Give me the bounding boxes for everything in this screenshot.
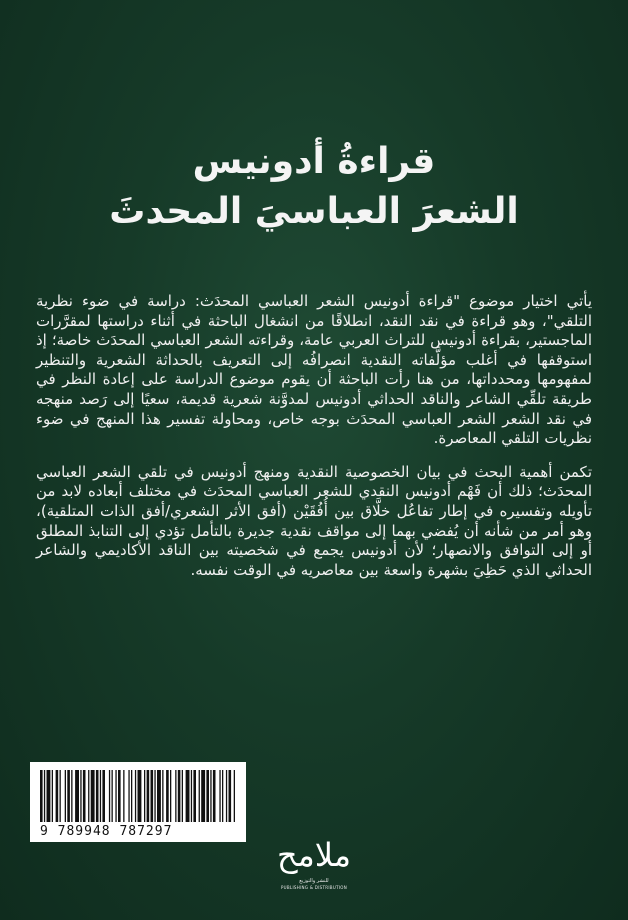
barcode-bar <box>109 770 110 822</box>
barcode-bar <box>88 770 89 822</box>
barcode-bar <box>226 770 227 822</box>
barcode-bar <box>157 770 161 822</box>
publisher-caption-en: PUBLISHING & DISTRIBUTION <box>280 885 348 890</box>
publisher-logo-mark: ملامح <box>276 836 352 874</box>
blurb-paragraph-1: يأتي اختيار موضوع "قراءة أدونيس الشعر العباسي المحدَث: دراسة في ضوء نظرية التلقي"، وهو قراءة في نقد النقد، انطلاقًا من انشغال الباحثة في أثناء دراستها لمقرَّرات الماجستير، بقراءة أدونيس للتراث العربي عامة، وقراءته الشعر العباسي المحدَث خاصة؛ إذ استوقفها في أغلب مؤلَّفاته النقدية انصرافُه إلى التعريف بالحداثة الشعرية والتنظير لمفهومها ومحدداتها، من هنا رأت الباحثة أن يقوم موضوع الدراسة على إعادة النظر في طريقة تلقِّي الشاعر والناقد الحداثي أدونيس لمدوَّنة شعرية قديمة، سعيًا إلى رَصد منهجه في نقد الشعر الشعر العباسي المحدَث بوجه خاص، ومحاولة تفسير هذا المنهج في ضوء نظريات التلقي المعاصرة. <box>36 292 592 448</box>
barcode-bar <box>154 770 155 822</box>
barcode-bar <box>213 770 216 822</box>
publisher-caption-ar: للنشر والتوزيع <box>299 878 329 884</box>
barcode-bar <box>67 770 70 822</box>
barcode-bar <box>75 770 79 822</box>
barcode-bar <box>112 770 113 822</box>
barcode-bar <box>193 770 196 822</box>
barcode-bar <box>44 770 45 822</box>
barcode-bar <box>91 770 95 822</box>
title-line-2: الشعرَ العباسيَ المحدثَ <box>109 191 519 232</box>
barcode-bar <box>182 770 183 822</box>
barcode-bar <box>80 770 81 822</box>
barcode-bar <box>60 770 61 822</box>
barcode-bar <box>151 770 154 822</box>
barcode-bar <box>102 770 105 822</box>
barcode-bar <box>138 770 142 822</box>
barcode-bar <box>56 770 59 822</box>
blurb-paragraph-2: تكمن أهمية البحث في بيان الخصوصية النقدية ومنهج أدونيس في تلقي الشعر العباسي المحدَث؛ ذلك أن فَهْم أدونيس النقدي للشعر العباسي المحدَث في مختلف أبعاده لابد من تأويله وتفسيره في إطار تفاعُل خلَّاق بين أُفُقَيْن (أفق الأثر الشعري/أفق الذات المتلقية)، وهو أمر من شأنه أن يُفضي بهما إلى مواقف نقدية جديرة بالتأمل تؤدي إلى التنابذ المطلق أو إلى التوافق والانصهار؛ لأن أدونيس يجمع في شخصيته بين الناقد الأكاديمي والشاعر الحداثي الذي حَظِيَ بشهرة واسعة بين معاصريه في الوقت نفسه. <box>36 462 592 579</box>
barcode-bar <box>170 770 171 822</box>
isbn-barcode <box>30 762 246 842</box>
barcode-bar <box>166 770 169 822</box>
barcode-bar <box>206 770 209 822</box>
barcode-bar <box>175 770 176 822</box>
barcode-bar <box>128 770 129 822</box>
barcode-bar <box>210 770 211 822</box>
barcode-bar <box>52 770 53 822</box>
barcode-bar <box>222 770 223 822</box>
barcode-bar <box>186 770 190 822</box>
barcode-bar <box>71 770 72 822</box>
barcode-bar <box>47 770 51 822</box>
barcode-bar <box>40 770 43 822</box>
barcode-bar <box>123 770 124 822</box>
barcode-bar <box>162 770 163 822</box>
blurb-text <box>36 292 592 594</box>
publisher-logo <box>276 832 352 912</box>
barcode-bar <box>115 770 116 822</box>
title-line-1: قراءةُ أدونيس <box>192 141 436 182</box>
barcode-bar <box>135 770 136 822</box>
barcode-bar <box>118 770 121 822</box>
barcode-bar <box>96 770 99 822</box>
barcode-bar <box>234 770 235 822</box>
title-block <box>0 138 628 238</box>
barcode-bars <box>40 770 236 822</box>
barcode-bar <box>147 770 150 822</box>
barcode-bar <box>83 770 86 822</box>
barcode-bar <box>219 770 220 822</box>
isbn-digits: 9 789948 787297 <box>40 824 173 839</box>
barcode-bar <box>144 770 145 822</box>
barcode-bar <box>178 770 181 822</box>
barcode-bar <box>100 770 101 822</box>
barcode-bar <box>131 770 132 822</box>
barcode-bar <box>199 770 200 822</box>
barcode-bar <box>229 770 232 822</box>
barcode-bar <box>201 770 205 822</box>
barcode-bar <box>65 770 66 822</box>
barcode-bar <box>191 770 192 822</box>
